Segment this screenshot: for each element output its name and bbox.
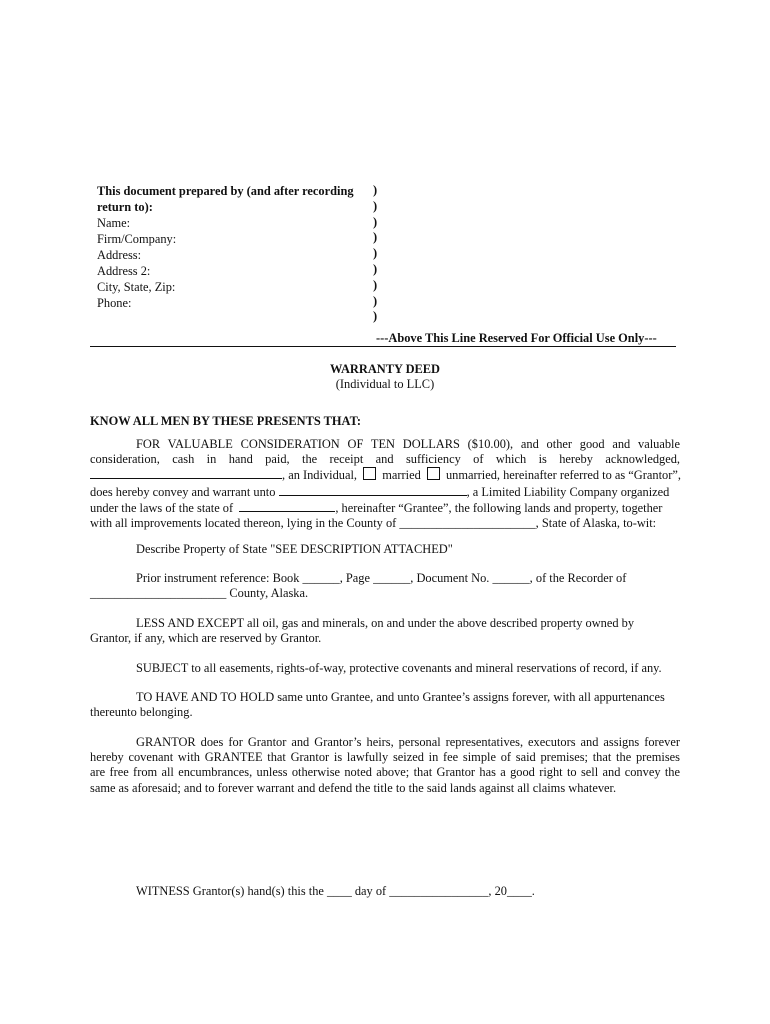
- prepared-by-heading: This document prepared by (and after recording: [97, 184, 354, 198]
- grantor-line: [90, 467, 680, 483]
- grantee-definition-text: , hereinafter “Grantee”, the following lands and property, together: [335, 500, 663, 515]
- less-except-line1: LESS AND EXCEPT all oil, gas and minerals, on and under the above described property owned by: [136, 616, 635, 630]
- covenant-line: same as aforesaid; and to forever warrant and defend the title to the said lands against all claims whatever.: [90, 780, 617, 795]
- paren: ): [373, 309, 378, 324]
- covenant-line: are free from all encumbrances, unless otherwise noted above; that Grantor has a good right to sell and convey the: [90, 765, 680, 780]
- consideration-line: consideration, cash in hand paid, the receipt and sufficiency of which is hereby acknowledged,: [90, 452, 680, 467]
- field-firm-label: Firm/Company:: [97, 232, 177, 246]
- prior-instrument-line1: Prior instrument reference: Book ______, Page ______, Document No. ______, of the Recorder of: [136, 571, 627, 585]
- llc-text: , a Limited Liability Company organized: [466, 484, 670, 499]
- covenant-paragraph: [90, 735, 680, 796]
- preparer-block: [97, 183, 354, 311]
- prior-instrument-line2: ______________________ County, Alaska.: [90, 586, 309, 600]
- document-subtitle: (Individual to LLC): [335, 377, 435, 391]
- covenant-line: GRANTOR does for Grantor and Grantor’s heirs, personal representatives, executors and assigns forever: [136, 735, 680, 749]
- official-use-notice: ---Above This Line Reserved For Official Use Only---: [376, 331, 657, 345]
- state-blank[interactable]: [239, 500, 335, 512]
- describe-property-text: Describe Property of State "SEE DESCRIPTION ATTACHED": [136, 542, 453, 556]
- document-title: WARRANTY DEED: [329, 362, 441, 376]
- county-text: with all improvements located thereon, lying in the County of: [90, 516, 397, 531]
- county-blank[interactable]: ______________________: [399, 516, 536, 531]
- grantee-name-blank[interactable]: [279, 484, 467, 496]
- convey-text: does hereby convey and warrant unto: [90, 484, 276, 499]
- witness-line: WITNESS Grantor(s) hand(s) this the ____ day of ________________, 20____.: [136, 884, 535, 898]
- county-line: [90, 516, 680, 531]
- paren: ): [373, 183, 378, 197]
- consideration-paragraph: [90, 437, 680, 531]
- paren: ): [373, 214, 378, 229]
- paren: ): [373, 261, 378, 276]
- field-address2-label: Address 2:: [97, 264, 151, 278]
- field-name-label: Name:: [97, 216, 131, 230]
- unmarried-checkbox[interactable]: [427, 467, 440, 480]
- field-address-label: Address:: [97, 248, 142, 262]
- subject-to-text: SUBJECT to all easements, rights-of-way, protective covenants and mineral reservations of record, if any.: [136, 661, 662, 675]
- paren: ): [373, 246, 378, 261]
- covenant-line: hereby covenant with GRANTEE that Grantor is lawfully seized in fee simple of said premises; that the premises: [90, 750, 680, 765]
- grantor-name-blank[interactable]: [90, 467, 282, 479]
- unmarried-label: unmarried, hereinafter referred to as “Grantor”,: [445, 468, 681, 483]
- recording-divider: [90, 346, 676, 347]
- habendum-line1: TO HAVE AND TO HOLD same unto Grantee, and unto Grantee’s assigns forever, with all appurtenances: [136, 690, 665, 704]
- state-laws-text: under the laws of the state of: [90, 500, 234, 515]
- prepared-by-heading-cont: return to):: [97, 200, 153, 214]
- habendum-line2: thereunto belonging.: [90, 705, 193, 719]
- paren-column: [373, 183, 377, 325]
- paren: ): [373, 293, 378, 308]
- state-of-alaska-text: , State of Alaska, to-wit:: [535, 516, 657, 531]
- field-phone-label: Phone:: [97, 296, 132, 310]
- grantor-individual-text: , an Individual,: [282, 468, 358, 483]
- grantee-line: [90, 484, 680, 500]
- married-label: married: [382, 468, 421, 483]
- state-line: [90, 500, 680, 516]
- less-except-line2: Grantor, if any, which are reserved by Grantor.: [90, 631, 322, 645]
- married-checkbox[interactable]: [363, 467, 376, 480]
- paren: ): [373, 230, 378, 245]
- paren: ): [373, 277, 378, 292]
- paren: ): [373, 198, 378, 213]
- field-city-state-zip-label: City, State, Zip:: [97, 280, 176, 294]
- know-all-heading: KNOW ALL MEN BY THESE PRESENTS THAT:: [90, 414, 362, 428]
- consideration-line: FOR VALUABLE CONSIDERATION OF TEN DOLLARS ($10.00), and other good and valuable: [136, 437, 680, 451]
